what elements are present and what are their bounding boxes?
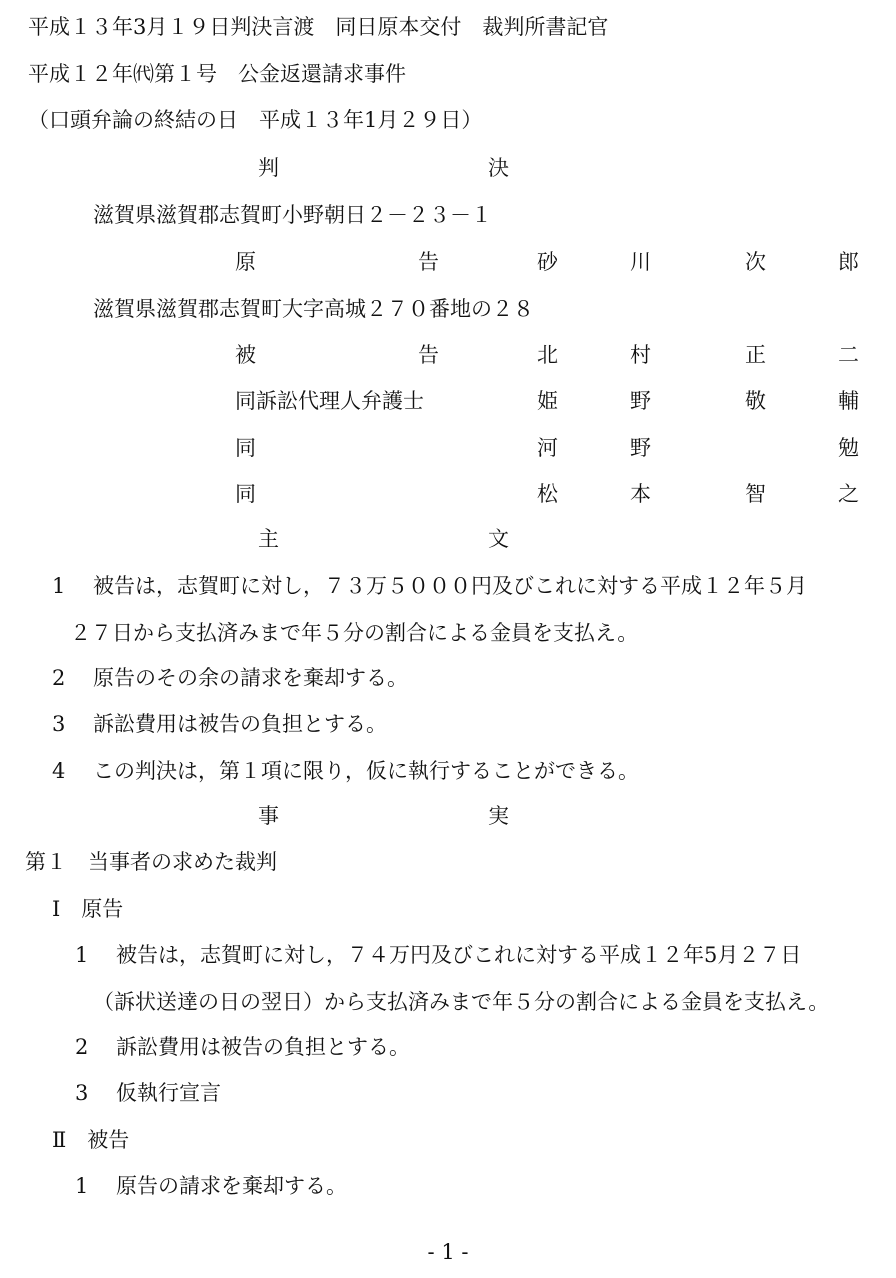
defendant-role-char-2: 告 bbox=[418, 343, 439, 367]
defendant-claim-number: 1 bbox=[75, 1174, 89, 1198]
attorney-role: 同訴訟代理人弁護士 bbox=[235, 389, 424, 413]
attorney3-role: 同 bbox=[235, 482, 256, 506]
main-item-number: 3 bbox=[52, 712, 66, 736]
defendant-claims-label: Ⅱ 被告 bbox=[52, 1128, 130, 1152]
attorney1-name-char: 姫 bbox=[537, 389, 558, 413]
plaintiff-role-char-2: 告 bbox=[418, 250, 439, 274]
main-item-number: 2 bbox=[52, 666, 66, 690]
judgment-title-char-1: 判 bbox=[258, 156, 279, 180]
main-item-2-text: 原告のその余の請求を棄却する。 bbox=[93, 666, 408, 690]
main-item-number: 1 bbox=[52, 574, 66, 598]
attorney2-name-char: 河 bbox=[537, 436, 558, 460]
plaintiff-claim-3-text: 仮執行宣言 bbox=[116, 1081, 221, 1105]
main-item-3-text: 訴訟費用は被告の負担とする。 bbox=[93, 712, 387, 736]
defendant-name-char: 正 bbox=[745, 343, 766, 367]
judgment-title-char-2: 決 bbox=[488, 156, 509, 180]
attorney2-name-char: 野 bbox=[630, 436, 651, 460]
main-item-1-text-cont: ２７日から支払済みまで年５分の割合による金員を支払え。 bbox=[70, 621, 639, 645]
attorney3-name-char: 松 bbox=[537, 482, 558, 506]
plaintiff-claim-number: 1 bbox=[75, 943, 89, 967]
plaintiff-claim-1-text-cont: （訴状送達の日の翌日）から支払済みまで年５分の割合による金員を支払え。 bbox=[93, 990, 830, 1014]
plaintiff-name-char: 次 bbox=[745, 250, 766, 274]
attorney1-name-char: 輔 bbox=[838, 389, 859, 413]
plaintiff-name-char: 郎 bbox=[838, 250, 859, 274]
main-item-1-text: 被告は，志賀町に対し，７３万５０００円及びこれに対する平成１２年５月 bbox=[93, 574, 807, 598]
main-text-heading-char-1: 主 bbox=[258, 527, 279, 551]
plaintiff-name-char: 砂 bbox=[537, 250, 558, 274]
plaintiff-claim-number: 3 bbox=[75, 1081, 89, 1105]
facts-section-1-heading: 第１ 当事者の求めた裁判 bbox=[25, 850, 277, 874]
page-number: - 1 - bbox=[427, 1240, 469, 1264]
plaintiff-claims-label: Ⅰ 原告 bbox=[52, 897, 124, 921]
defendant-role-char-1: 被 bbox=[235, 343, 256, 367]
plaintiff-address: 滋賀県滋賀郡志賀町小野朝日２－２３－１ bbox=[93, 203, 492, 227]
defendant-address: 滋賀県滋賀郡志賀町大字高城２７０番地の２８ bbox=[93, 297, 534, 321]
plaintiff-name-char: 川 bbox=[630, 250, 651, 274]
attorney1-name-char: 敬 bbox=[745, 389, 766, 413]
attorney1-name-char: 野 bbox=[630, 389, 651, 413]
facts-heading-char-2: 実 bbox=[488, 804, 509, 828]
plaintiff-role-char-1: 原 bbox=[235, 250, 256, 274]
case-number-line: 平成１２年㈹第１号 公金返還請求事件 bbox=[28, 62, 406, 86]
plaintiff-claim-2-text: 訴訟費用は被告の負担とする。 bbox=[116, 1035, 410, 1059]
attorney3-name-char: 本 bbox=[630, 482, 651, 506]
defendant-name-char: 二 bbox=[838, 343, 859, 367]
defendant-claim-1-text: 原告の請求を棄却する。 bbox=[116, 1174, 347, 1198]
defendant-name-char: 北 bbox=[537, 343, 558, 367]
facts-heading-char-1: 事 bbox=[258, 804, 279, 828]
attorney3-name-char: 智 bbox=[745, 482, 766, 506]
plaintiff-claim-number: 2 bbox=[75, 1035, 89, 1059]
oral-argument-end-date: （口頭弁論の終結の日 平成１３年1月２９日） bbox=[28, 108, 483, 132]
main-text-heading-char-2: 文 bbox=[488, 527, 509, 551]
attorney2-role: 同 bbox=[235, 436, 256, 460]
attorney2-name-char: 勉 bbox=[838, 436, 859, 460]
attorney3-name-char: 之 bbox=[838, 482, 859, 506]
court-header-line: 平成１３年3月１９日判決言渡 同日原本交付 裁判所書記官 bbox=[28, 15, 609, 39]
main-item-number: 4 bbox=[52, 759, 66, 783]
plaintiff-claim-1-text: 被告は，志賀町に対し，７４万円及びこれに対する平成１２年5月２７日 bbox=[116, 943, 802, 967]
main-item-4-text: この判決は，第１項に限り，仮に執行することができる。 bbox=[93, 759, 639, 783]
defendant-name-char: 村 bbox=[630, 343, 651, 367]
